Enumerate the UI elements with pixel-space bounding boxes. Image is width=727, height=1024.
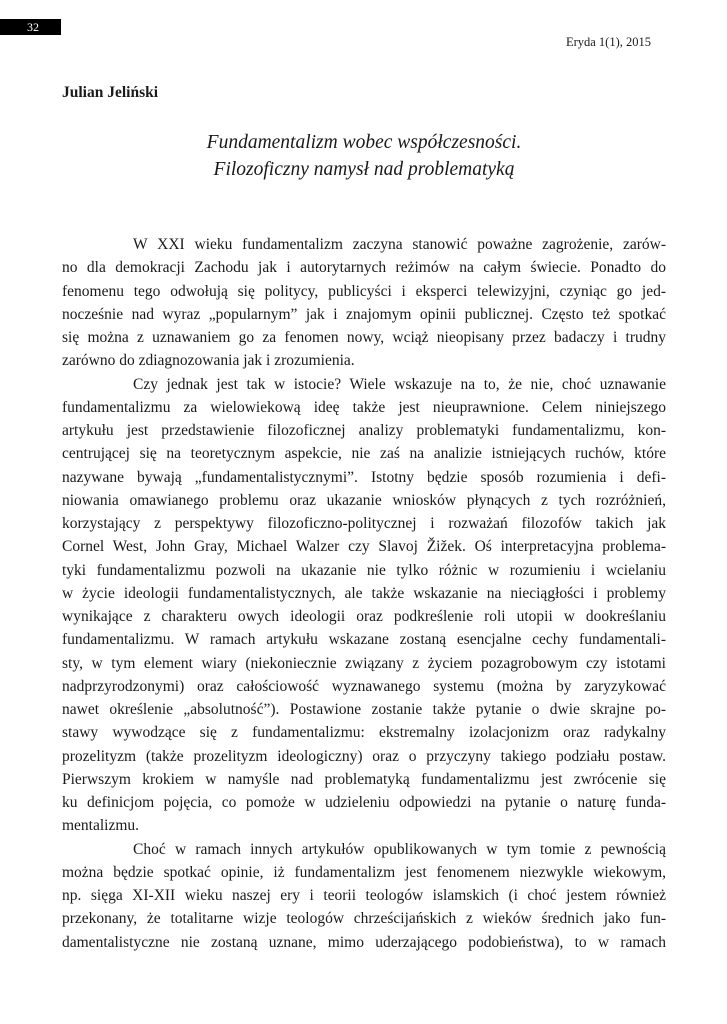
body-line: wynikające z charakteru owych ideologii oraz podkreślenie roli utopii w dookreślaniu (62, 608, 666, 625)
body-line: damentalistyczne nie zostaną uznane, mimo uderzającego podobieństwa), to w ramach (62, 933, 666, 951)
body-line: się można z uznawaniem go za fenomen nowy, wciąż nieopisany przez badaczy i trudny (62, 329, 666, 346)
body-line: Czy jednak jest tak w istocie? Wiele wskazuje na to, że nie, choć uznawanie (133, 375, 666, 393)
body-line: tyki fundamentalizmu pozwoli na ukazanie nie tylko różnic w rozumieniu i wcielaniu (62, 561, 666, 579)
body-line: stawy wywodzące się z fundamentalizmu: ekstremalny izolacjonizm oraz radykalny (62, 724, 666, 742)
author-name: Julian Jeliński (62, 84, 159, 101)
body-line: no dla demokracji Zachodu jak i autorytarnych reżimów na całym świecie. Ponadto do (62, 259, 666, 277)
body-line: sty, w tym element wiary (niekoniecznie związany z życiem pozagrobowym czy istotami (62, 654, 666, 672)
body-line: artykułu jest przedstawienie filozoficznej analizy problematyki fundamentalizmu, kon- (62, 422, 666, 439)
title-line: Fundamentalizm wobec współczesności. (206, 132, 522, 153)
title-line: Filozoficzny namysł nad problematyką (213, 159, 515, 180)
body-line: ku definicjom pojęcia, co pomoże w udzieleniu odpowiedzi na pytanie o naturę funda- (62, 794, 666, 811)
body-line: można będzie spotkać opinie, iż fundamentalizm jest fenomenem niezwykle wiekowym, (62, 863, 666, 881)
body-line: np. sięga XI-XII wieku naszej ery i teorii teologów islamskich (i choć jestem również (62, 887, 666, 904)
body-line: Choć w ramach innych artykułów opublikowanych w tym tomie z pewnością (133, 840, 666, 858)
article-title (62, 129, 666, 183)
body-line: fundamentalizmu za wielowiekową ideę także jest nieuprawnione. Celem niniejszego (62, 398, 666, 416)
body-line: Pierwszym krokiem w namyśle nad problematyką fundamentalizmu jest zwrócenie się (62, 770, 666, 788)
body-line: mentalizmu. (62, 817, 140, 835)
body-line: w życie ideologii fundamentalistycznych, ale także wskazanie na nieciągłości i problemy (62, 584, 666, 602)
body-line: nazywane bywają „fundamentalistycznymi”. Istotny będzie sposób rozumienia i defi- (62, 468, 666, 486)
body-line: korzystający z perspektywy filozoficzno-politycznej i rozważań filozofów takich jak (62, 515, 666, 532)
body-line: prozelityzm (także prozelityzm ideologiczny) oraz o przyczyny takiego podziału postaw. (62, 747, 666, 765)
body-line: zarówno do zdiagnozowania jak i zrozumienia. (62, 352, 355, 370)
body-line: Cornel West, John Gray, Michael Walzer czy Slavoj Žižek. Oś interpretacyjna problema- (62, 538, 666, 556)
body-line: nawet określenie „absolutność”). Postawione zostanie także pytanie o dwie skrajne po- (62, 701, 666, 718)
article-body (62, 233, 666, 954)
page-number: 32 (27, 20, 39, 34)
body-line: fenomenu tego odwołują się politycy, publicyści i eksperci telewizyjni, czyniąc go jed- (62, 282, 666, 300)
page-number-tab (0, 19, 61, 35)
body-line: fundamentalizmu. W ramach artykułu wskazane zostaną esencjalne cechy fundamentali- (62, 631, 666, 649)
body-line: nadprzyrodzonymi) oraz całościowość wyznawanego systemu (można by zaryzykować (62, 677, 666, 695)
body-line: nocześnie nad wyraz „popularnym” jak i znajomym opinii publicznej. Często też spotkać (62, 305, 666, 323)
body-line: przekonany, że totalitarne wizje teologów chrześcijańskich z wieków średnich jako fun- (62, 910, 666, 928)
body-line: W XXI wieku fundamentalizm zaczyna stanowić poważne zagrożenie, zarów- (133, 236, 666, 253)
journal-reference: Eryda 1(1), 2015 (565, 35, 651, 49)
body-line: niowania omawianego problemu oraz ukazanie wniosków płynących z tych rozróżnień, (62, 491, 666, 509)
body-line: centrującej się na teoretycznym aspekcie, nie zaś na analizie istniejących ruchów, które (62, 445, 666, 463)
